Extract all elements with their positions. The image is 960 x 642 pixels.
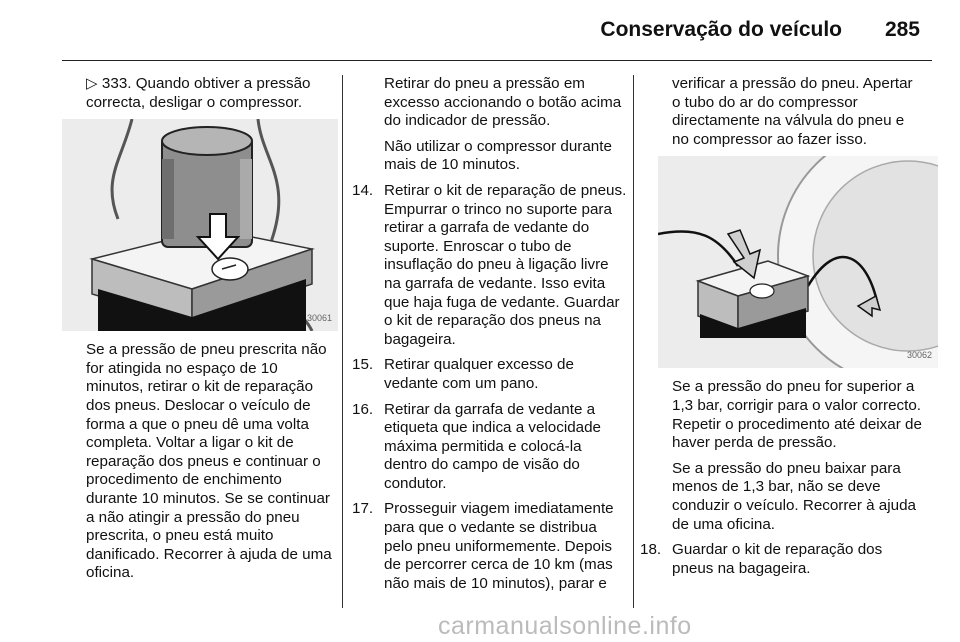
step-number: 17. xyxy=(352,500,374,518)
column-divider xyxy=(633,75,634,608)
compressor-figure xyxy=(62,119,338,331)
body-paragraph: Retirar do pneu a pressão em excesso accionando o botão acima do indicador de pressão. xyxy=(384,75,622,130)
arrow-ref-icon[interactable]: ▷ xyxy=(86,75,98,92)
step-text: Guardar o kit de reparação dos pneus na bagageira. xyxy=(672,541,883,577)
step-number: 15. xyxy=(352,356,374,374)
step-number: 16. xyxy=(352,400,374,418)
step-text: Prosseguir viagem imediatamente para que o vedante se distribua pelo pneu uniformemente. Depois de percorrer cerca de 10 km (mas não mais de 10 minutos), parar e xyxy=(384,500,614,592)
list-item xyxy=(352,401,628,494)
list-item xyxy=(352,500,628,593)
intro-paragraph xyxy=(86,75,336,112)
body-paragraph: verificar a pressão do pneu. Apertar o tubo do ar do compressor directamente na válvula do pneu e no compressor ao fazer isso. xyxy=(672,75,913,148)
step-list xyxy=(640,541,924,578)
figure-label: 30061 xyxy=(306,312,332,323)
compressor-illustration xyxy=(62,119,338,331)
step-text: Retirar o kit de reparação de pneus. Empurrar o trinco no suporte para retirar a garrafa de vedante do suporte. Enroscar o tubo de insuflação do pneu à ligação livre na garrafa de vedante. Isso evita que haja fuga de vedante. Guardar o kit de reparação dos pneus na bagageira. xyxy=(384,181,627,348)
list-item xyxy=(352,356,628,393)
page-header xyxy=(0,0,960,54)
figure-label: 30062 xyxy=(906,349,932,360)
page-number: 285 xyxy=(884,18,920,41)
body-paragraph: Se a pressão de pneu prescrita não for atingida no espaço de 10 minutos, retirar o kit de reparação dos pneus. Deslocar o veículo de forma a que o pneu dê uma volta completa. Voltar a ligar o kit de reparação dos pneus e continuar o procedimento de enchimento durante 10 minutos. Se se continuar a não atingir a pressão do pneu prescrita, o pneu está muito danificado. Recorrer à ajuda de uma oficina. xyxy=(86,341,332,582)
watermark: carmanualsonline.info xyxy=(438,612,692,640)
header-rule xyxy=(62,60,932,61)
list-item xyxy=(352,182,628,349)
step-list xyxy=(352,182,628,593)
tyre-compressor-illustration xyxy=(658,156,938,368)
body-paragraph: Se a pressão do pneu for superior a 1,3 bar, corrigir para o valor correcto. Repetir o procedimento até deixar de haver perda de pressão. xyxy=(672,378,922,452)
column-3 xyxy=(640,75,932,585)
column-divider xyxy=(342,75,343,608)
section-title: Conservação do veículo xyxy=(600,18,842,41)
step-number: 14. xyxy=(352,181,374,199)
tyre-inflation-figure xyxy=(658,156,938,368)
list-item xyxy=(640,541,924,578)
body-paragraph: Se a pressão do pneu baixar para menos de 1,3 bar, não se deve conduzir o veículo. Recorrer à ajuda de uma oficina. xyxy=(672,459,916,533)
step-number: 18. xyxy=(640,541,662,559)
body-paragraph: Não utilizar o compressor durante mais de 10 minutos. xyxy=(384,137,612,174)
step-text: Retirar qualquer excesso de vedante com um pano. xyxy=(384,356,574,392)
intro-text: 333. Quando obtiver a pressão correcta, desligar o compressor. xyxy=(86,75,311,111)
column-2 xyxy=(352,75,628,600)
column-1 xyxy=(86,75,336,590)
step-text: Retirar da garrafa de vedante a etiqueta que indica a velocidade máxima permitida e colocá-la dentro do campo de visão do condutor. xyxy=(384,400,602,492)
